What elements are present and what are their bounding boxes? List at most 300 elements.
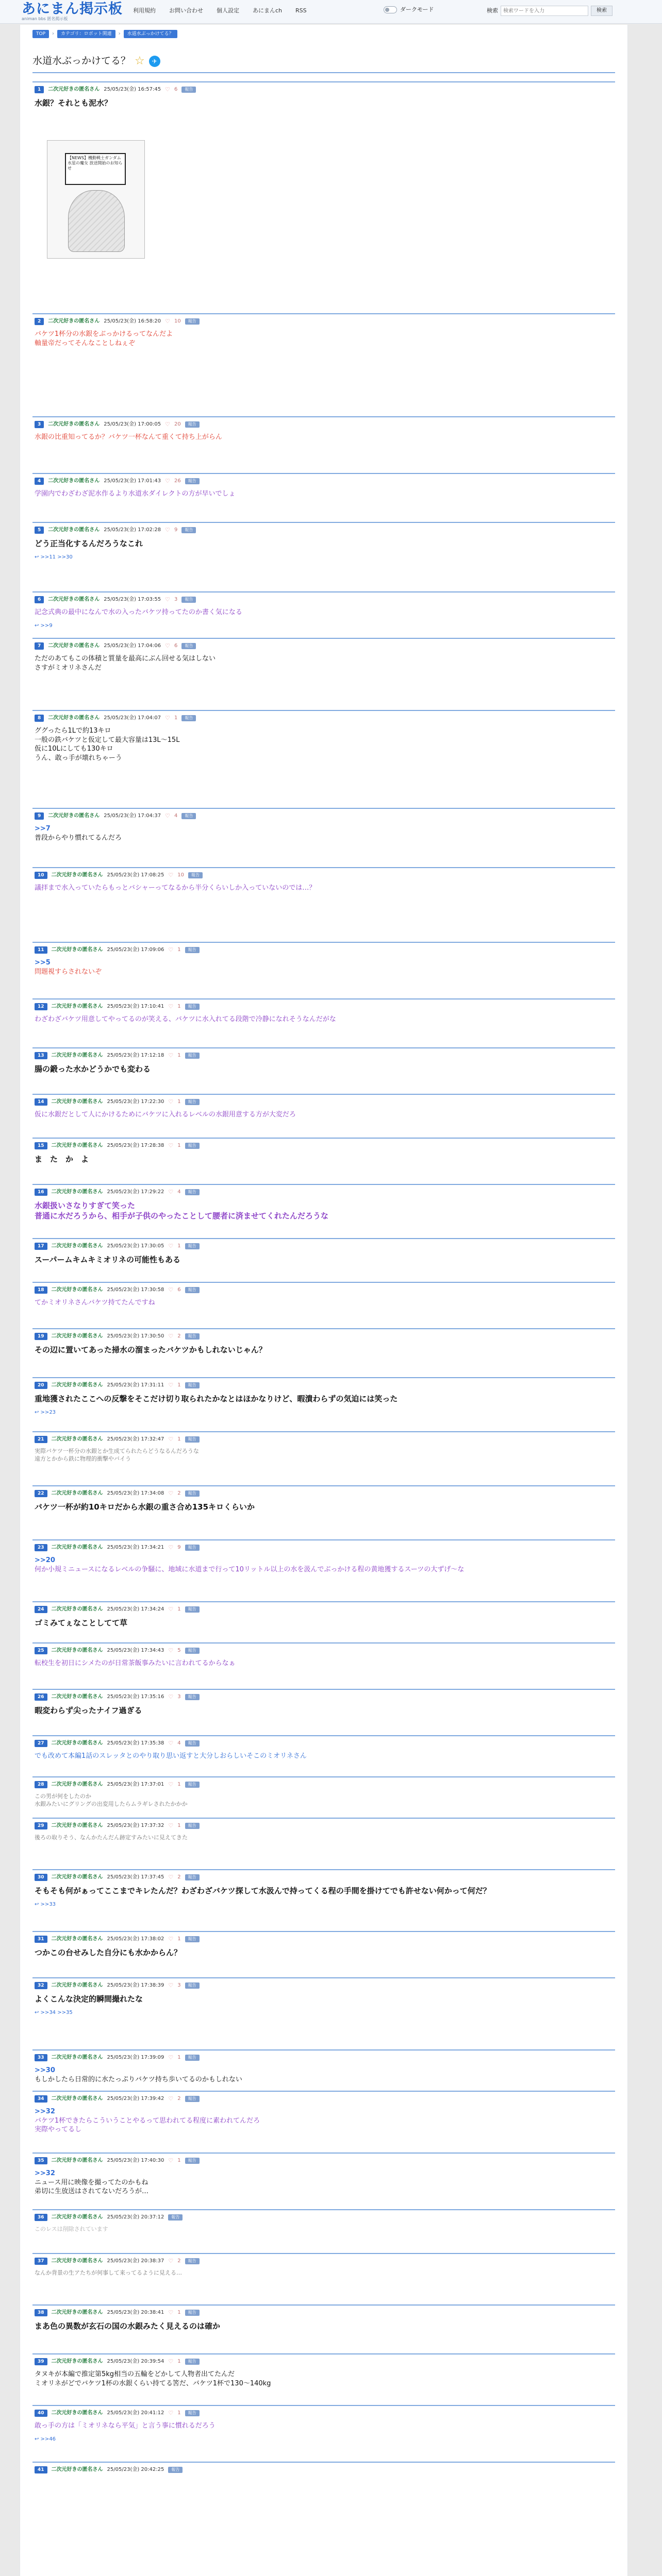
reply-anchor-link[interactable]: >>30: [35, 2066, 55, 2074]
poster-name: 二次元好きの匿名さん: [48, 318, 100, 325]
post-header: [32, 1646, 615, 1656]
post-header: [32, 2212, 615, 2223]
post-body: [32, 2223, 615, 2233]
post-number[interactable]: 39: [35, 2358, 47, 2365]
heart-icon[interactable]: ♡: [165, 420, 170, 428]
reply-anchor-link[interactable]: >>20: [35, 1556, 55, 1564]
reply-anchor-link[interactable]: >>32: [35, 2170, 55, 2177]
like-count: 4: [177, 1189, 181, 1195]
post-header: [32, 595, 615, 605]
report-button[interactable]: 報告: [185, 1243, 200, 1250]
heart-icon[interactable]: ♡: [168, 1489, 174, 1497]
heart-icon[interactable]: ♡: [165, 477, 170, 484]
post-line: 水銀の比重知ってるか？バケツ一杯なんて重くて持ち上がらん: [35, 433, 222, 441]
poster-name: 二次元好きの匿名さん: [51, 2158, 103, 2164]
report-button[interactable]: 報告: [185, 2158, 200, 2164]
reply-anchor-link[interactable]: >>5: [35, 959, 51, 967]
post-date: 25/05/23(金) 17:03:55: [104, 597, 161, 603]
post-body: [32, 327, 615, 348]
post-date: 25/05/23(金) 17:04:07: [104, 715, 161, 721]
post-header: [32, 1543, 615, 1553]
post-number[interactable]: 8: [35, 715, 44, 722]
reply-anchor-link[interactable]: >>32: [35, 2108, 55, 2115]
report-button[interactable]: 報告: [185, 478, 200, 485]
post-line: 実際バケツ一杯分の水銀とか生成てられたらどうなるんだろうな: [35, 1448, 199, 1454]
post-header: [32, 2308, 615, 2318]
report-button[interactable]: 報告: [185, 1982, 200, 1989]
post-item: [32, 1377, 615, 1416]
post-header: [32, 525, 615, 535]
poster-name: 二次元好きの匿名さん: [51, 1287, 103, 1293]
like-count: 1: [177, 1053, 181, 1059]
like-count: 4: [177, 1740, 181, 1747]
post-line: さすがミオリネさんだ: [35, 664, 102, 672]
post-line: 重地獲されたここへの反撃をそこだけ切り取られたかなとはほかなりけど、暇潰わらずの気迫には笑った: [35, 1394, 398, 1403]
post-number[interactable]: 4: [35, 478, 44, 485]
post-number[interactable]: 26: [35, 1693, 47, 1701]
logo-text: あにまん掲示板: [22, 1, 123, 17]
page-title: 水道水ぶっかけてる？: [32, 55, 131, 67]
post-number[interactable]: 28: [35, 1781, 47, 1788]
nav-terms[interactable]: 利用規約: [133, 7, 156, 14]
heart-icon[interactable]: ♡: [168, 1935, 174, 1942]
post-body: [32, 2418, 615, 2431]
post-number[interactable]: 37: [35, 2258, 47, 2265]
post-date: 25/05/23(金) 17:39:09: [107, 2055, 164, 2061]
poster-name: 二次元好きの匿名さん: [51, 2467, 103, 2473]
like-count: 2: [177, 1490, 181, 1497]
post-item: [32, 1689, 615, 1716]
heart-icon[interactable]: ♡: [168, 1332, 174, 1340]
like-count: 4: [174, 813, 178, 819]
heart-icon[interactable]: ♡: [168, 2095, 174, 2102]
post-line: 問題視すらされないぞ: [35, 968, 102, 976]
post-line: うん、敢っ手が壊れちゃーう: [35, 754, 122, 762]
post-number[interactable]: 33: [35, 2054, 47, 2061]
poster-name: 二次元好きの匿名さん: [51, 1936, 103, 1942]
heart-icon[interactable]: ♡: [168, 1003, 174, 1010]
report-button[interactable]: 報告: [188, 872, 203, 879]
post-item: [32, 2462, 615, 2478]
reply-links[interactable]: ↩ >>46: [35, 2436, 56, 2442]
like-count: 1: [177, 1382, 181, 1388]
post-number[interactable]: 25: [35, 1647, 47, 1654]
like-count: 9: [174, 527, 178, 533]
heart-icon[interactable]: ♡: [168, 1286, 174, 1293]
breadcrumb-category[interactable]: カテゴリ：ロボット関連: [57, 30, 115, 38]
report-button[interactable]: 報告: [181, 715, 196, 722]
poster-name: 二次元好きの匿名さん: [51, 1823, 103, 1829]
breadcrumb-top[interactable]: TOP: [32, 30, 49, 38]
poster-name: 二次元好きの匿名さん: [51, 1982, 103, 1989]
post-line: バケツ1杯分の水銀をぶっかけるってなんだよ: [35, 330, 173, 338]
report-button[interactable]: 報告: [185, 1053, 200, 1059]
like-count: 1: [177, 2055, 181, 2061]
post-date: 25/05/23(金) 20:41:12: [107, 2410, 164, 2416]
post-number[interactable]: 38: [35, 2309, 47, 2316]
like-count: 1: [177, 1099, 181, 1105]
post-item: [32, 1238, 615, 1265]
post-item: [32, 2049, 615, 2084]
chevron-right-icon: ›: [118, 31, 121, 37]
post-line: ま た か よ: [35, 1155, 89, 1164]
report-button[interactable]: 報告: [185, 2359, 200, 2365]
post-item: [32, 808, 615, 842]
report-button[interactable]: 報告: [168, 2467, 183, 2473]
post-number[interactable]: 12: [35, 1003, 47, 1010]
post-number[interactable]: 13: [35, 1052, 47, 1059]
post-date: 25/05/23(金) 17:35:38: [107, 1740, 164, 1747]
post-line: そもそも何がぁってここまでキレたんだ？わざわざバケツ探して水汲んで持ってくる程の手間を掛けてでも許せない何かって何だ？: [35, 1886, 491, 1895]
post-header: [32, 641, 615, 651]
report-button[interactable]: 報告: [185, 2096, 200, 2103]
post-item: [32, 998, 615, 1024]
post-body: [32, 1615, 615, 1628]
like-count: 1: [177, 2359, 181, 2365]
heart-icon[interactable]: ♡: [168, 2358, 174, 2365]
like-count: 2: [177, 2258, 181, 2264]
post-header: [32, 1738, 615, 1749]
post-header: [32, 1050, 615, 1061]
report-button[interactable]: 報告: [181, 527, 196, 534]
poster-name: 二次元好きの匿名さん: [51, 1004, 103, 1010]
heart-icon[interactable]: ♡: [168, 1435, 174, 1443]
post-line: よくこんな決定的瞬間撮れたな: [35, 1994, 143, 2004]
post-number[interactable]: 35: [35, 2157, 47, 2164]
report-button[interactable]: 報告: [185, 2310, 200, 2316]
like-count: 6: [177, 1287, 181, 1293]
post-body: [32, 430, 615, 442]
post-body: [32, 1553, 615, 1574]
post-item: [32, 1539, 615, 1574]
report-button[interactable]: 報告: [185, 1545, 200, 1551]
post-date: 25/05/23(金) 17:32:47: [107, 1436, 164, 1443]
star-icon[interactable]: ☆: [135, 55, 145, 67]
logo-subtext: animan bbs 匿名掲示板: [22, 16, 68, 21]
post-number[interactable]: 2: [35, 318, 44, 325]
post-header: [32, 1002, 615, 1012]
like-count: 3: [177, 1694, 181, 1700]
heart-icon[interactable]: ♡: [168, 1052, 174, 1059]
post-line: 軸量帝だってそんなことしねぇぞ: [35, 339, 136, 347]
post-date: 25/05/23(金) 17:00:05: [104, 421, 161, 428]
report-button[interactable]: 報告: [185, 1740, 200, 1747]
post-header: [32, 2156, 615, 2166]
heart-icon[interactable]: ♡: [168, 1981, 174, 1989]
post-date: 25/05/23(金) 17:31:11: [107, 1382, 164, 1388]
report-button[interactable]: 報告: [185, 947, 200, 954]
post-number[interactable]: 36: [35, 2214, 47, 2221]
chevron-right-icon: ›: [52, 31, 55, 37]
reply-links[interactable]: ↩ >>33: [35, 1902, 56, 1908]
post-date: 25/05/23(金) 16:58:20: [104, 318, 161, 325]
heart-icon[interactable]: ♡: [168, 2257, 174, 2264]
post-line: でも改めて本編1話のスレッタとのやり取り思い返すと大分しおらしいそこのミオリネさん: [35, 1752, 307, 1760]
report-button[interactable]: 報告: [185, 1143, 200, 1149]
heart-icon[interactable]: ♡: [165, 812, 170, 819]
post-date: 25/05/23(金) 20:39:54: [107, 2359, 164, 2365]
post-header: [32, 811, 615, 821]
header-nav: [133, 7, 307, 15]
post-body: [32, 1151, 615, 1164]
report-button[interactable]: 報告: [168, 2214, 183, 2221]
report-button[interactable]: 報告: [185, 1333, 200, 1340]
post-header: [32, 1285, 615, 1295]
report-button[interactable]: 報告: [185, 2258, 200, 2265]
like-count: 2: [177, 1874, 181, 1880]
poster-name: 二次元好きの匿名さん: [51, 1606, 103, 1613]
heart-icon[interactable]: ♡: [168, 1188, 174, 1195]
post-body: [32, 723, 615, 762]
site-logo[interactable]: [22, 2, 125, 22]
post-body: [32, 1702, 615, 1716]
nav-settings[interactable]: 個人設定: [217, 7, 239, 14]
post-number[interactable]: 17: [35, 1243, 47, 1250]
report-button[interactable]: 報告: [181, 813, 196, 820]
post-number[interactable]: 9: [35, 812, 44, 820]
like-count: 20: [174, 421, 181, 428]
heart-icon[interactable]: ♡: [168, 2157, 174, 2164]
post-number[interactable]: 10: [35, 872, 47, 879]
poster-name: 二次元好きの匿名さん: [51, 2258, 103, 2264]
report-button[interactable]: 報告: [185, 1606, 200, 1613]
post-item: [32, 1184, 615, 1222]
dark-mode-toggle[interactable]: [384, 6, 434, 14]
search-button[interactable]: 検索: [591, 6, 613, 16]
post-date: 25/05/23(金) 17:40:30: [107, 2158, 164, 2164]
post-header: [32, 713, 615, 723]
post-number[interactable]: 1: [35, 86, 44, 93]
report-button[interactable]: 報告: [185, 318, 200, 325]
report-button[interactable]: 報告: [185, 1936, 200, 1943]
post-line: 暇変わらず尖ったナイフ過ぎる: [35, 1706, 142, 1715]
poster-name: 二次元好きの匿名さん: [51, 1053, 103, 1059]
post-body: [32, 1342, 615, 1355]
post-header: [32, 1187, 615, 1197]
report-button[interactable]: 報告: [185, 1287, 200, 1294]
heart-icon[interactable]: ♡: [168, 1822, 174, 1829]
poster-name: 二次元好きの匿名さん: [51, 1782, 103, 1788]
post-number[interactable]: 23: [35, 1544, 47, 1551]
post-body: [32, 2367, 615, 2388]
report-button[interactable]: 報告: [185, 1694, 200, 1701]
heart-icon[interactable]: ♡: [165, 642, 170, 649]
like-count: 1: [177, 2158, 181, 2164]
report-button[interactable]: 報告: [185, 1490, 200, 1497]
search-input[interactable]: [501, 6, 588, 16]
report-button[interactable]: 報告: [185, 2410, 200, 2417]
post-date: 25/05/23(金) 17:30:50: [107, 1333, 164, 1340]
post-number[interactable]: 24: [35, 1606, 47, 1613]
post-body: [32, 1197, 615, 1222]
share-icon[interactable]: ✈: [149, 56, 160, 67]
heart-icon[interactable]: ♡: [168, 946, 174, 953]
report-button[interactable]: 報告: [185, 1436, 200, 1443]
post-item: [32, 1485, 615, 1512]
like-count: 3: [177, 1982, 181, 1989]
post-body: [32, 1790, 615, 1808]
reply-links[interactable]: ↩ >>23: [35, 1410, 56, 1416]
like-count: 1: [177, 1823, 181, 1829]
report-button[interactable]: 報告: [185, 1189, 200, 1196]
post-number[interactable]: 19: [35, 1333, 47, 1340]
heart-icon[interactable]: ♡: [168, 1739, 174, 1747]
heart-icon[interactable]: ♡: [168, 1873, 174, 1880]
post-line: 仮に10Lにしても130キロ: [35, 745, 113, 753]
like-count: 1: [174, 715, 178, 721]
heart-icon[interactable]: ♡: [168, 1693, 174, 1700]
post-date: 25/05/23(金) 17:38:39: [107, 1982, 164, 1989]
post-date: 25/05/23(金) 20:38:41: [107, 2310, 164, 2316]
like-count: 9: [177, 1545, 181, 1551]
post-item: [32, 1094, 615, 1120]
post-body: [32, 1295, 615, 1308]
post-number[interactable]: 29: [35, 1822, 47, 1829]
poster-name: 二次元好きの匿名さん: [51, 2310, 103, 2316]
post-body: [32, 955, 615, 976]
report-button[interactable]: 報告: [185, 1382, 200, 1389]
reply-anchor-link[interactable]: >>7: [35, 825, 51, 833]
post-item: [32, 473, 615, 499]
poster-name: 二次元好きの匿名さん: [51, 1490, 103, 1497]
post-number[interactable]: 20: [35, 1382, 47, 1389]
post-header: [32, 476, 615, 486]
post-line: 普通に水だろうから、相手が子供のやったことして腰者に済ませてくれたんだろうな: [35, 1211, 329, 1221]
post-number[interactable]: 21: [35, 1436, 47, 1443]
heart-icon[interactable]: ♡: [168, 1605, 174, 1613]
poster-name: 二次元好きの匿名さん: [51, 2096, 103, 2102]
post-number[interactable]: 14: [35, 1098, 47, 1106]
report-button[interactable]: 報告: [185, 1648, 200, 1654]
heart-icon[interactable]: ♡: [168, 1381, 174, 1388]
post-item: [32, 1735, 615, 1761]
post-header: [32, 1434, 615, 1445]
post-line: 後ろの取りそう、なんかたんだん跡定すみたいに見えてきた: [35, 1834, 188, 1841]
report-button[interactable]: 報告: [185, 1823, 200, 1829]
heart-icon[interactable]: ♡: [165, 596, 170, 603]
post-item: [32, 1328, 615, 1355]
poster-name: 二次元好きの匿名さん: [51, 1099, 103, 1105]
report-button[interactable]: 報告: [181, 643, 196, 650]
report-button[interactable]: 報告: [185, 2055, 200, 2061]
reply-links[interactable]: ↩ >>34 >>35: [35, 2010, 73, 2016]
heart-icon[interactable]: ♡: [168, 1142, 174, 1149]
post-line: つかこの台せみした自分にも水かからん？: [35, 1948, 182, 1957]
report-button[interactable]: 報告: [181, 597, 196, 603]
post-item: [32, 1047, 615, 1074]
post-date: 25/05/23(金) 17:38:02: [107, 1936, 164, 1942]
nav-rss[interactable]: RSS: [295, 7, 307, 14]
heart-icon[interactable]: ♡: [168, 2409, 174, 2416]
post-number[interactable]: 32: [35, 1982, 47, 1989]
post-image[interactable]: [47, 140, 145, 259]
report-button[interactable]: 報告: [185, 1004, 200, 1010]
heart-icon[interactable]: ♡: [168, 2054, 174, 2061]
report-button[interactable]: 報告: [181, 87, 196, 93]
post-body: [32, 1883, 615, 1896]
heart-icon[interactable]: ♡: [165, 714, 170, 721]
post-number[interactable]: 5: [35, 527, 44, 534]
post-date: 25/05/23(金) 20:42:25: [107, 2467, 164, 2473]
post-date: 25/05/23(金) 17:12:18: [107, 1053, 164, 1059]
post-item: [32, 867, 615, 893]
post-header: [32, 2465, 615, 2475]
post-header: [32, 870, 615, 880]
nav-animanch[interactable]: あにまんch: [253, 7, 283, 14]
post-number[interactable]: 41: [35, 2466, 47, 2473]
post-number[interactable]: 34: [35, 2095, 47, 2103]
post-number[interactable]: 40: [35, 2410, 47, 2417]
post-number[interactable]: 11: [35, 946, 47, 954]
like-count: 3: [174, 597, 178, 603]
post-date: 25/05/23(金) 17:02:28: [104, 527, 161, 533]
post-number[interactable]: 3: [35, 421, 44, 428]
poster-name: 二次元好きの匿名さん: [48, 597, 100, 603]
post-number[interactable]: 22: [35, 1490, 47, 1497]
nav-contact[interactable]: お問い合わせ: [169, 7, 203, 14]
post-body: [32, 1251, 615, 1265]
reply-links[interactable]: ↩ >>11 >>30: [35, 554, 73, 561]
image-caption: 【NEWS】機動戦士ガンダム水星の魔女 放送開始のお知らせ: [65, 153, 126, 185]
heart-icon[interactable]: ♡: [168, 1544, 174, 1551]
toggle-switch-icon[interactable]: [384, 6, 397, 13]
post-date: 25/05/23(金) 17:29:22: [107, 1189, 164, 1195]
breadcrumb-thread[interactable]: 水道水ぶっかけてる？: [124, 30, 177, 38]
post-item: [32, 1642, 615, 1668]
post-date: 25/05/23(金) 17:35:16: [107, 1694, 164, 1700]
post-line: わざわざバケツ用意してやってるのが笑える、バケツに水入れてる段階で冷静になれそうなんだがな: [35, 1015, 336, 1023]
post-number[interactable]: 31: [35, 1936, 47, 1943]
report-button[interactable]: 報告: [185, 421, 200, 428]
post-date: 25/05/23(金) 17:34:43: [107, 1648, 164, 1654]
post-line: てかミオリネさんバケツ持てたんですね: [35, 1299, 155, 1307]
post-number[interactable]: 6: [35, 596, 44, 603]
post-number[interactable]: 7: [35, 642, 44, 650]
post-item: [32, 2209, 615, 2233]
post-header: [32, 1934, 615, 1944]
heart-icon[interactable]: ♡: [168, 871, 174, 878]
heart-icon[interactable]: ♡: [168, 1242, 174, 1249]
heart-icon[interactable]: ♡: [165, 317, 170, 325]
report-button[interactable]: 報告: [185, 1099, 200, 1106]
post-number[interactable]: 30: [35, 1874, 47, 1881]
reply-links[interactable]: ↩ >>9: [35, 622, 53, 629]
heart-icon[interactable]: ♡: [165, 526, 170, 533]
heart-icon[interactable]: ♡: [168, 2309, 174, 2316]
post-number[interactable]: 18: [35, 1286, 47, 1294]
post-body: [32, 1107, 615, 1120]
post-item: [32, 1431, 615, 1463]
post-body: [32, 2266, 615, 2277]
report-button[interactable]: 報告: [185, 1874, 200, 1881]
dark-mode-label: ダークモード: [400, 6, 434, 13]
heart-icon[interactable]: ♡: [168, 1098, 174, 1105]
like-count: 5: [177, 1648, 181, 1654]
heart-icon[interactable]: ♡: [168, 1781, 174, 1788]
heart-icon[interactable]: ♡: [168, 1647, 174, 1654]
post-line: ゴミみてぇなことしてて草: [35, 1618, 128, 1628]
like-count: 1: [177, 1936, 181, 1942]
post-item: [32, 313, 615, 348]
post-line: 腸の鍛った水かどうかでも変わる: [35, 1064, 151, 1074]
post-number[interactable]: 27: [35, 1740, 47, 1747]
post-line: 議拝まで水入っていたらもっとバシャーってなるから半分くらいしか入っていないのでは…？: [35, 884, 316, 892]
post-number[interactable]: 15: [35, 1142, 47, 1149]
report-button[interactable]: 報告: [185, 1782, 200, 1788]
heart-icon[interactable]: ♡: [165, 86, 170, 93]
like-count: 2: [177, 2096, 181, 2102]
post-number[interactable]: 16: [35, 1189, 47, 1196]
